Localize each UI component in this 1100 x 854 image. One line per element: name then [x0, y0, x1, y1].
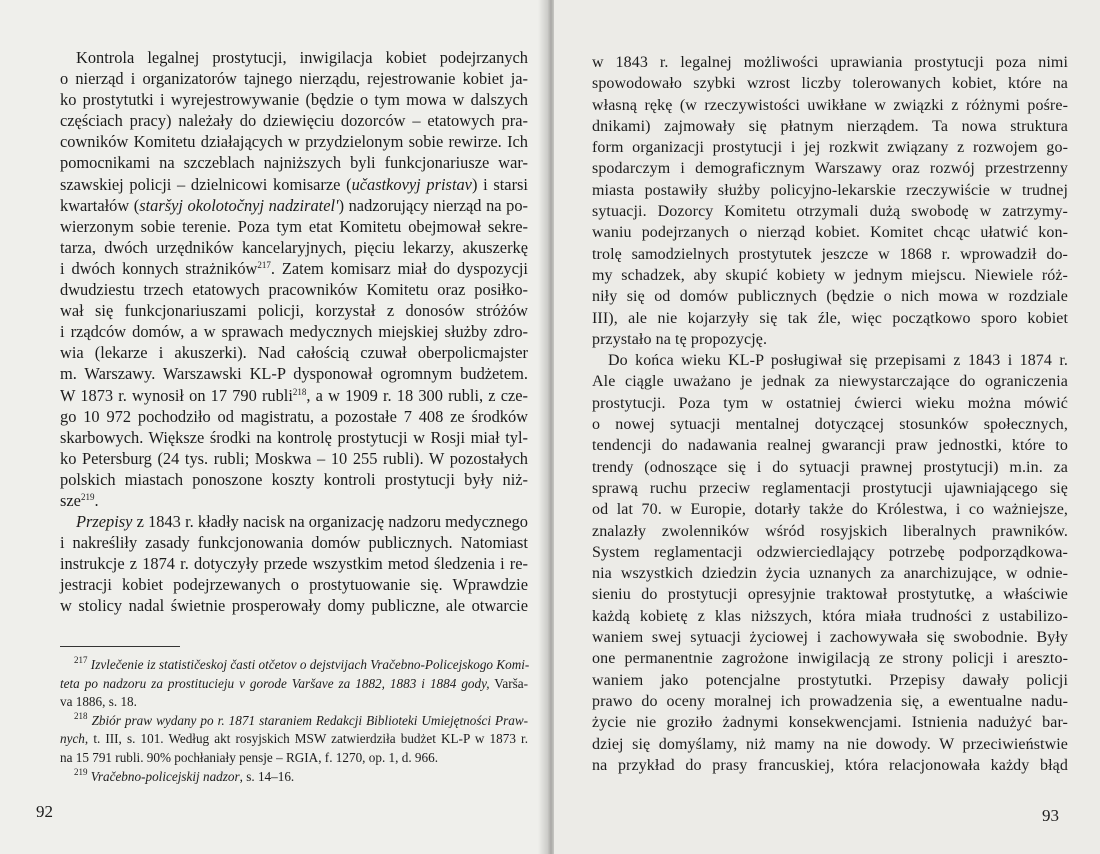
text-line: one permanentnie zagrożone inwigilacją ze strony policji i areszto- — [592, 650, 1068, 668]
text-line: skarbowych. Większe środki na kontrolę prostytucji w Rosji miał tyl- — [60, 427, 528, 447]
text-line: pomocnikami na szczeblach najniższych byli funkcjonariusze war- — [60, 153, 528, 173]
text-line: cowników Komitetu działających w przydzielonym sobie rewirze. Ich — [60, 132, 528, 152]
text-line: Ale ciągle uważano je jednak za niewystarczające do ograniczenia — [592, 373, 1068, 391]
text-line: dwudziestu trzech etatowych pracowników Komitetu oraz posiłko- — [60, 280, 528, 300]
footnote — [60, 768, 528, 787]
text-line: trolę samodzielnych prostytutek jeszcze w 1868 r. wprowadził do- — [592, 245, 1068, 263]
footnote-line: va 1886, s. 18. — [60, 694, 137, 710]
footnote-line: nych, t. III, s. 101. Według akt rosyjskich MSW zatwierdziła budżet KL-P w 1873 r. — [60, 731, 528, 747]
text-line: na przykład do prasy francuskiej, która relacjonowała każdy błąd — [592, 756, 1068, 774]
text-line: wał się funkcjonariuszami policji, korzystał z donosów stróżów — [60, 301, 528, 321]
text-line: go 10 972 pochodziło od magistratu, a pozostałe 7 408 ze środków — [60, 406, 528, 426]
text-line: sieniu do prostytucji opresyjnie traktował prostytutkę, a właściwie — [592, 586, 1068, 604]
text-line: prawo do oceny moralnej ich prowadzenia się, a ewentualne nadu- — [592, 692, 1068, 710]
text-line: tarza, dwóch urzędników kancelaryjnych, pięciu lekarzy, akuszerkę — [60, 237, 528, 257]
text-line: trendy (odnoszące się i do sytuacji prawnej prostytucji) m.in. za — [592, 458, 1068, 476]
text-line: System reglamentacji odzwierciedlający potrzebę podporządkowa- — [592, 543, 1068, 561]
text-line: dziej się domyślamy, niż mamy na nie dowody. W przeciwieństwie — [592, 735, 1068, 753]
text-line: i nakreśliły zasady funkcjonowania domów publicznych. Natomiast — [60, 533, 528, 553]
text-line: Przepisy z 1843 r. kładły nacisk na organizację nadzoru medycznego — [76, 512, 528, 532]
text-line: o nowej sytuacji mentalnej dotyczącej stosunków społecznych, — [592, 416, 1068, 434]
text-line: sytuacji. Dozorcy Komitetu otrzymali dużą swobodę w zatrzymy- — [592, 203, 1068, 221]
text-line: spowodowało szybki wzrost liczby tolerowanych kobiet, które na — [592, 75, 1068, 93]
text-line: od lat 70. w Europie, dotarły także do Królestwa, i co ważniejsze, — [592, 501, 1068, 519]
footnote — [60, 656, 528, 712]
text-line: Do końca wieku KL-P posługiwał się przepisami z 1843 i 1874 r. — [608, 352, 1068, 370]
left-page — [0, 0, 548, 854]
text-line: własną rękę (w rzeczywistości uwikłane w związki z różnymi pośre- — [592, 96, 1068, 114]
text-line: częściach pracy) należały do dziewięciu dozorców – etatowych pra- — [60, 111, 528, 131]
text-line: każdą kobietę z klas niższych, która miała trudności z ustabilizo- — [592, 607, 1068, 625]
footnote-line: na 15 791 rubli. 90% pochłaniały pensje – RGIA, f. 1270, op. 1, d. 966. — [60, 749, 438, 765]
text-line: waniu podejrzanych o nierząd kobiet. Komitet chcąc ułatwić kon- — [592, 224, 1068, 242]
text-line: waniem jako potencjalne prostytutki. Przepisy dawały policji — [592, 671, 1068, 689]
text-line: w 1843 r. legalnej możliwości uprawiania prostytucji poza nimi — [592, 54, 1068, 71]
text-line: my schadzek, aby skupić kobiety w jednym miejscu. Niewiele róż- — [592, 266, 1068, 284]
text-line: instrukcje z 1874 r. dotyczyły przede wszystkim metod śledzenia i re- — [60, 554, 528, 574]
text-line: form organizacji prostytucji i jej rozkwit związany z rozwojem go- — [592, 139, 1068, 157]
text-line: sprawą ruchu przeciw reglamentacji prostytucji ujawniającego się — [592, 479, 1068, 497]
text-line: tendencji do nadawania realnej gwarancji praw jednostki, które to — [592, 437, 1068, 455]
text-line: dnikami) zajmowały się płatnym nierządem. Ta nowa struktura — [592, 117, 1068, 135]
text-line: prostytucji. Poza tym w ostatniej ćwierci wieku można mówić — [592, 394, 1068, 412]
text-line: sze$^{219}$. — [60, 490, 99, 510]
footnotes — [60, 656, 528, 786]
text-line: nia wszystkich dziedzin życia uznanych za anarchizujące, w odnie- — [592, 565, 1068, 583]
page-number-right: 93 — [1042, 806, 1059, 825]
footnote-separator — [60, 646, 180, 647]
text-line: m. Warszawy. Warszawski KL-P dysponował ogromnym budżetem. — [60, 364, 528, 384]
footnote — [60, 712, 528, 768]
page-number-left: 92 — [36, 802, 53, 821]
text-line: miasta postawiły służby policyjno-lekarskie rzeczywiście w trudnej — [592, 181, 1068, 199]
text-line: o nierząd i organizatorów tajnego nierządu, rejestrowanie kobiet ja- — [60, 69, 528, 89]
footnote-line: $^{217}$ Izvlečenie iz statističeskoj časti otčetov o dejstvijach Vračebno-Policejskogo Komi- — [74, 655, 530, 672]
text-line: W 1873 r. wynosił on 17 790 rubli$^{218}$, a w 1909 r. 18 300 rubli, z cze- — [60, 385, 528, 405]
text-line: kwartałów (staršyj okolotočnyj nadziratel') nadzorujący nierząd na po- — [60, 195, 528, 215]
text-line: wia (lekarze i akuszerki). Nad całością czuwał oberpolicmajster — [60, 343, 528, 363]
text-line: wierzonym sobie terenie. Poza tym etat Komitetu obejmował sekre- — [60, 216, 528, 236]
text-line: polskich miastach ponoszone koszty kontroli prostytucji były niż- — [60, 469, 528, 489]
text-line: niły się od domów publicznych (będzie o nich mowa w rozdziale — [592, 288, 1068, 306]
left-page-body-text — [60, 47, 528, 617]
text-line: przystało na tę propozycję. — [592, 330, 768, 348]
text-line: i rządców domów, a w sprawach medycznych miejskiej służby zdro- — [60, 322, 528, 342]
text-line: waniem swej sytuacji życiowej i zachowywała się swobodnie. Były — [592, 629, 1068, 647]
text-line: szawskiej policji – dzielnicowi komisarze (učastkovyj pristav) i starsi — [60, 174, 528, 194]
text-line: ko Petersburg (24 tys. rubli; Moskwa – 10 255 rubli). W pozostałych — [60, 448, 528, 468]
text-line: spodarczym i demograficznym Warszawy oraz rozwój przestrzenny — [592, 160, 1068, 178]
footnote-line: $^{219}$ Vračebno-policejskij nadzor, s. 14–16. — [74, 766, 295, 784]
text-line: znalazły zwolenników wśród rosyjskich liberalnych prawników. — [592, 522, 1068, 540]
text-line: ko prostytutki i wyrejestrowywanie (będzie o tym mowa w dalszych — [60, 90, 528, 110]
text-line: Kontrola legalnej prostytucji, inwigilacja kobiet podejrzanych — [76, 48, 528, 67]
right-page — [554, 0, 1100, 854]
text-line: III), ale nie kojarzyły się tak źle, więc początkowo sporo kobiet — [592, 309, 1068, 327]
right-page-body-text — [592, 52, 1068, 776]
footnote-line: teta po nadzoru za prostitucieju v gorode Varšave za 1882, 1883 i 1884 gody, Varša- — [60, 675, 528, 691]
text-line: w stolicy nadal świetnie prosperowały domy publiczne, ale otwarcie — [60, 596, 528, 616]
text-line: i dwóch konnych strażników$^{217}$. Zatem komisarz miał do dyspozycji — [60, 258, 528, 278]
text-line: życie nie groziło żadnymi konsekwencjami. Istnienia nadużyć bar- — [592, 714, 1068, 732]
text-line: jestracji kobiet podejrzewanych o prostytuowanie się. Wprawdzie — [60, 575, 528, 595]
footnote-line: $^{218}$ Zbiór praw wydany po r. 1871 staraniem Redakcji Biblioteki Umiejętności Praw- — [74, 710, 529, 728]
